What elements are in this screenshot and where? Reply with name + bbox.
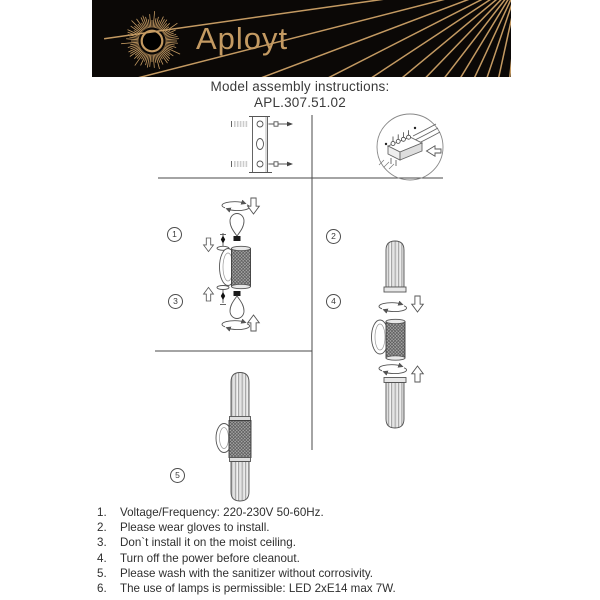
step-1-badge: 1 [167,227,182,242]
diagram-linework [0,110,600,506]
assembly-diagram [0,110,600,506]
list-item: 5. Please wash with the sanitizer without corrosivity. [97,566,374,580]
step1-bracket-diagram [232,117,294,173]
list-item: 1. Voltage/Frequency: 220-230V 50-60Hz. [97,506,324,519]
step-3-badge: 3 [168,294,183,309]
step-5-badge: 5 [170,468,185,483]
brand-banner [92,0,511,77]
step2-wiring-diagram [377,114,443,180]
list-item: 4. Turn off the power before cleanout. [97,551,300,565]
model-number: APL.307.51.02 [254,95,346,110]
list-item: 3. Don`t install it on the moist ceiling. [97,536,296,550]
brand-logo-text: Aployt [196,21,289,56]
step-4-badge: 4 [326,294,341,309]
page-title: Model assembly instructions: [210,79,390,94]
fan-rays-decoration [92,0,511,77]
list-item: 6. The use of lamps is permissible: LED 2xE14 max 7W. [97,582,396,596]
step-2-badge: 2 [326,229,341,244]
step4-shade-assembly-diagram [372,241,424,428]
list-item: 2. Please wear gloves to install. [97,521,270,535]
instruction-list [97,505,567,596]
step3-bulb-assembly-diagram [204,198,260,331]
step5-assembled-lamp-diagram [216,373,251,502]
